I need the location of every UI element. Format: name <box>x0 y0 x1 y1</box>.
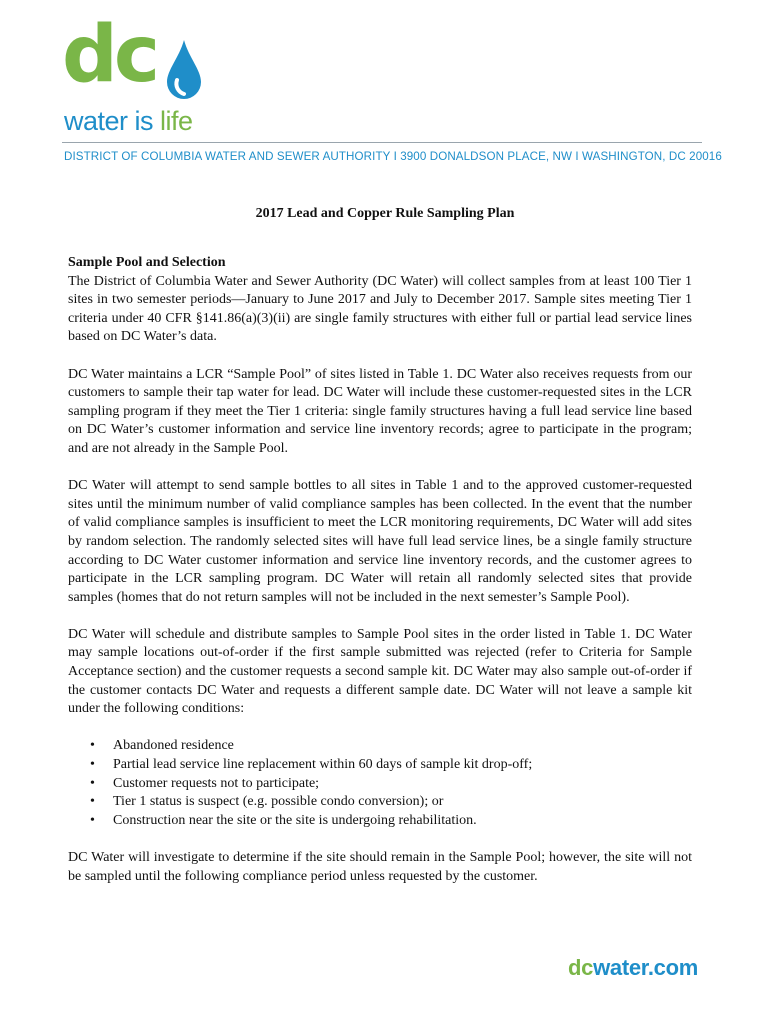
logo-dc-text: dc <box>62 10 157 100</box>
section-heading: Sample Pool and Selection <box>68 255 226 270</box>
document-body <box>68 254 692 905</box>
list-item: • Customer requests not to participate; <box>90 775 692 794</box>
logo-tagline <box>64 106 193 137</box>
tagline-life: life <box>160 106 193 136</box>
conditions-list <box>68 737 692 830</box>
footer-site-rest: water.com <box>593 955 698 980</box>
tagline-main: water is <box>64 106 161 136</box>
paragraph: DC Water maintains a LCR “Sample Pool” of sites listed in Table 1. DC Water also receives requests from our customers to sample their tap water for lead. DC Water will include these customer-requested sites in the LCR sampling program if they meet the Tier 1 criteria: single family structures having a full lead service line based on DC Water’s customer information and service line inventory records; agree to participate in the program; and are not already in the Sample Pool. <box>68 366 692 456</box>
water-drop-icon <box>165 38 203 102</box>
dc-water-logo <box>62 10 212 138</box>
list-item: • Partial lead service line replacement within 60 days of sample kit drop-off; <box>90 756 692 775</box>
list-item: • Abandoned residence <box>90 737 692 756</box>
header-divider <box>62 142 702 143</box>
list-item: • Tier 1 status is suspect (e.g. possible condo conversion); or <box>90 793 692 812</box>
footer-website <box>568 955 698 981</box>
paragraph: DC Water will attempt to send sample bottles to all sites in Table 1 and to the approved customer-requested sites until the minimum number of valid compliance samples has been collected. In the event that the number of valid compliance samples is insufficient to meet the LCR monitoring requirements, DC Water will add sites by random selection. The randomly selected sites will have full lead service lines, be a single family structure according to DC Water customer information and service line inventory records, and the customer agrees to participate in the LCR sampling program. DC Water will retain all randomly selected sites that provide samples (homes that do not return samples will not be included in the next semester’s Sample Pool). <box>68 478 692 605</box>
list-item: • Construction near the site or the site is undergoing rehabilitation. <box>90 812 692 831</box>
paragraph: The District of Columbia Water and Sewer Authority (DC Water) will collect samples from at least 100 Tier 1 sites in two semester periods—January to June 2017 and July to December 2017. Sample sites meeting Tier 1 criteria under 40 CFR §141.86(a)(3)(ii) are single family structures with either full or partial lead service lines based on DC Water’s data. <box>68 273 692 345</box>
closing-paragraph: DC Water will investigate to determine if the site should remain in the Sample Pool; however, the site will not be sampled until the following compliance period unless requested by the customer. <box>68 850 692 884</box>
footer-site-dc: dc <box>568 955 594 980</box>
paragraph: DC Water will schedule and distribute samples to Sample Pool sites in the order listed in Table 1. DC Water may sample locations out-of-order if the first sample submitted was rejected (refer to Criteria for Sample Acceptance section) and the customer requests a second sample kit. DC Water may also sample out-of-order if the customer contacts DC Water and requests a different sample date. DC Water will not leave a sample kit under the following conditions: <box>68 626 692 717</box>
document-title: 2017 Lead and Copper Rule Sampling Plan <box>255 206 515 221</box>
header-address: DISTRICT OF COLUMBIA WATER AND SEWER AUTHORITY I 3900 DONALDSON PLACE, NW I WASHINGTON, DC 20016 <box>64 150 722 163</box>
